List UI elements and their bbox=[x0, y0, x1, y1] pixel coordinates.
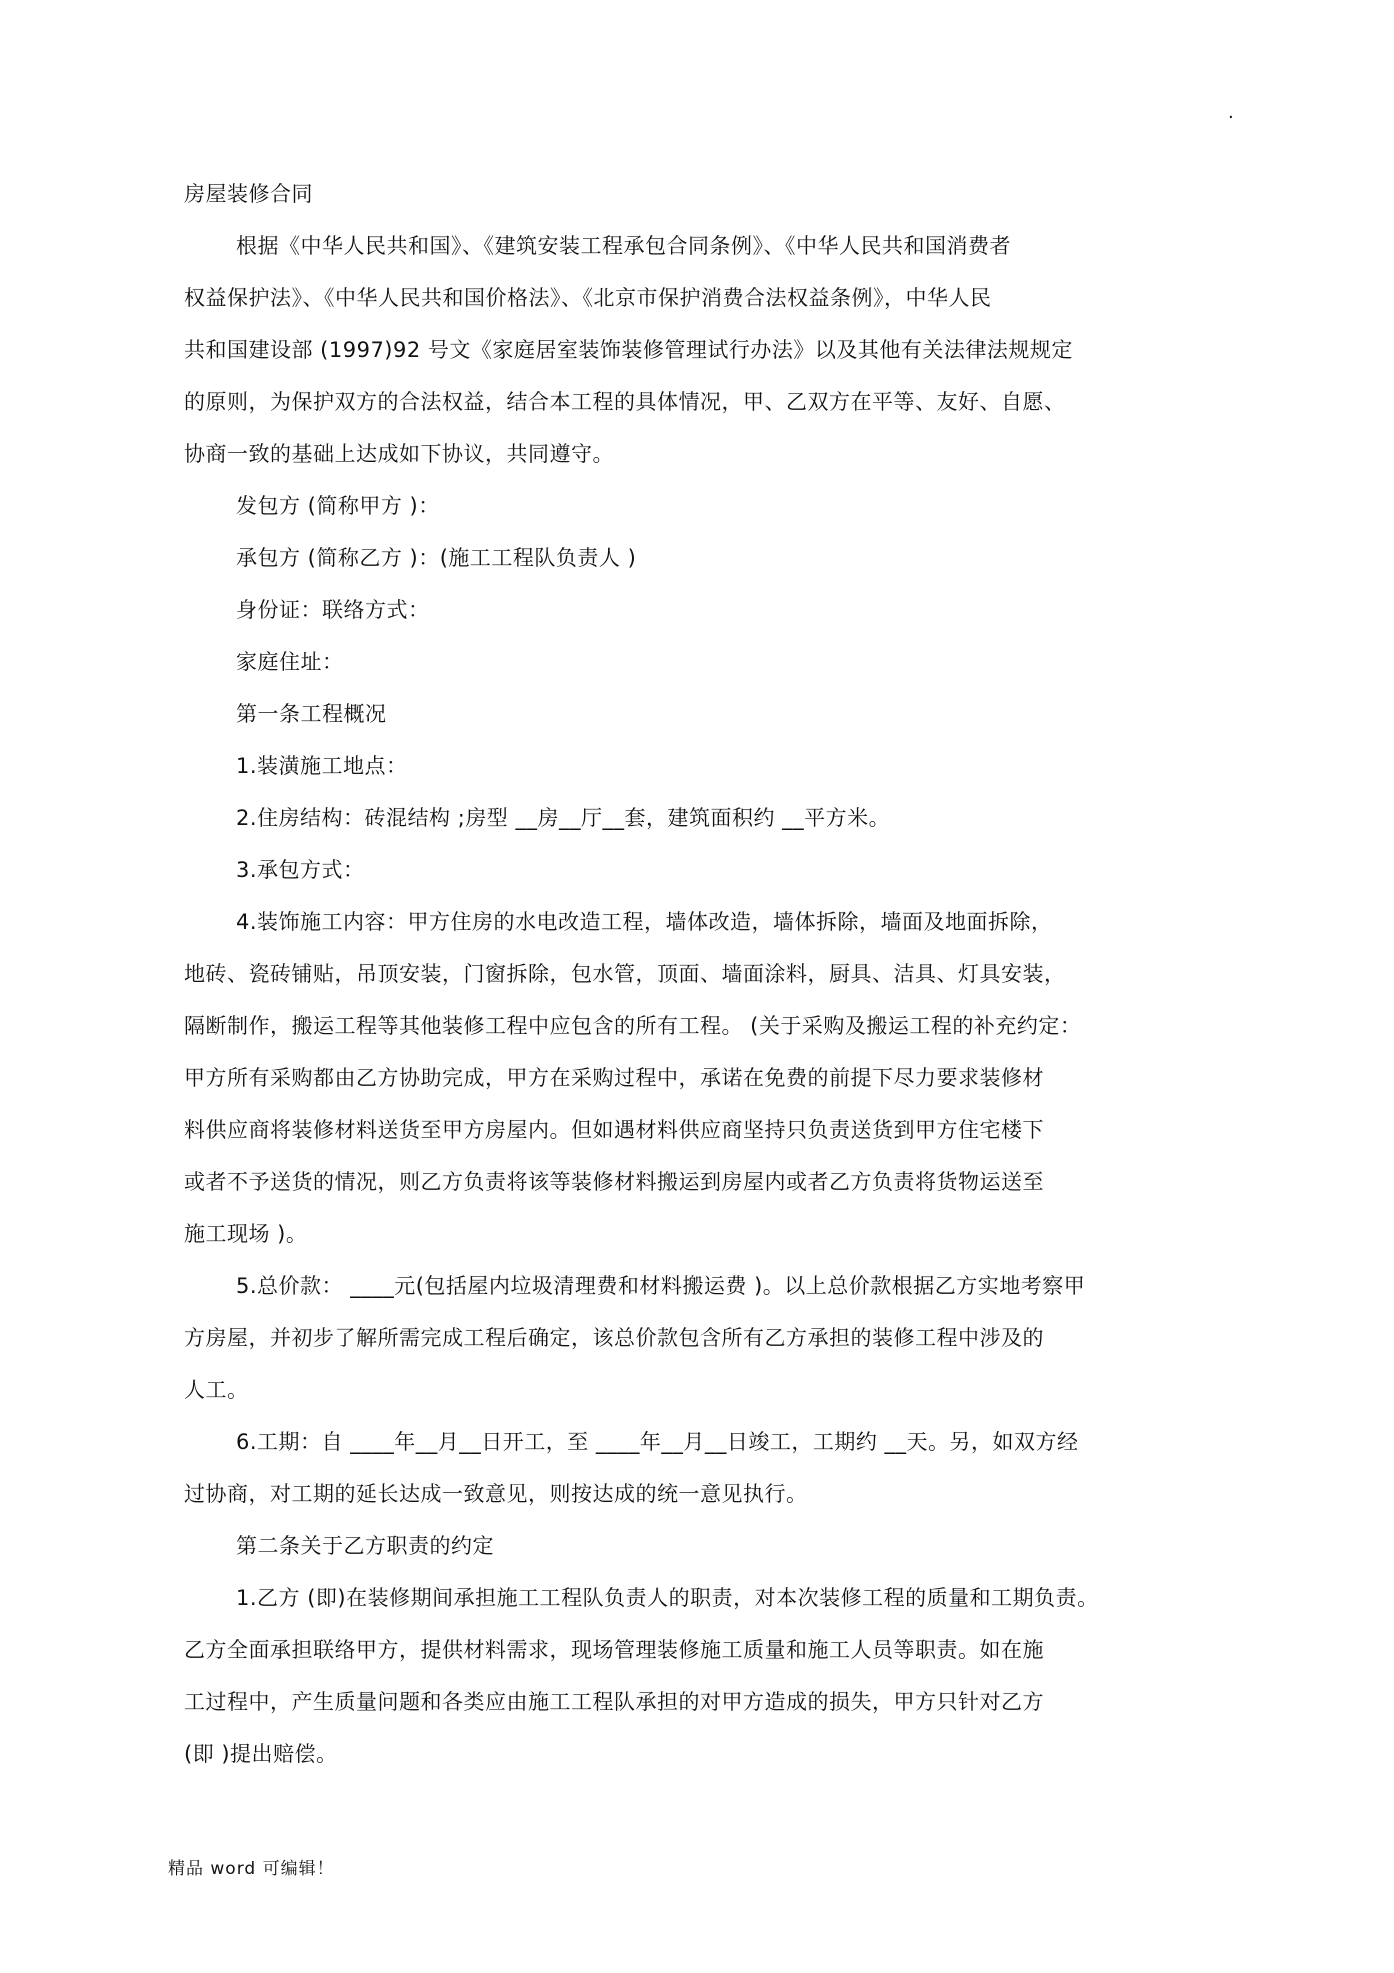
text-line: 施工现场 )。 bbox=[184, 1222, 308, 1246]
text-line: 1.装潢施工地点： bbox=[236, 754, 408, 778]
text-line: 甲方所有采购都由乙方协助完成，甲方在采购过程中，承诺在免费的前提下尽力要求装修材 bbox=[184, 1066, 1044, 1090]
text-line: 隔断制作，搬运工程等其他装修工程中应包含的所有工程。 (关于采购及搬运工程的补充约定： bbox=[184, 1014, 1082, 1038]
text-line: 或者不予送货的情况，则乙方负责将该等装修材料搬运到房屋内或者乙方负责将货物运送至 bbox=[184, 1170, 1044, 1194]
text-line: 权益保护法》、《中华人民共和国价格法》、《北京市保护消费合法权益条例》，中华人民 bbox=[184, 286, 992, 310]
text-line: 乙方全面承担联络甲方，提供材料需求，现场管理装修施工质量和施工人员等职责。如在施 bbox=[184, 1638, 1044, 1662]
text-line: 过协商，对工期的延长达成一致意见，则按达成的统一意见执行。 bbox=[184, 1482, 808, 1506]
footer-note: 精品 word 可编辑！ bbox=[168, 1859, 335, 1879]
text-line: 家庭住址： bbox=[236, 650, 344, 674]
corner-mark: . bbox=[1228, 102, 1234, 123]
document-title: 房屋装修合同 bbox=[184, 182, 313, 206]
text-line: 身份证：联络方式： bbox=[236, 598, 430, 622]
text-line: 方房屋，并初步了解所需完成工程后确定，该总价款包含所有乙方承担的装修工程中涉及的 bbox=[184, 1326, 1044, 1350]
text-line: 第二条关于乙方职责的约定 bbox=[236, 1534, 494, 1558]
text-line: 6.工期：自 ____年__月__日开工，至 ____年__月__日竣工，工期约 __天。另，如双方经 bbox=[236, 1430, 1079, 1454]
text-line: 人工。 bbox=[184, 1378, 249, 1402]
text-line: 2.住房结构：砖混结构 ;房型 __房__厅__套，建筑面积约 __平方米。 bbox=[236, 806, 891, 830]
text-line: (即 )提出赔偿。 bbox=[184, 1742, 338, 1766]
text-line: 1.乙方 (即)在装修期间承担施工工程队负责人的职责，对本次装修工程的质量和工期负责。 bbox=[236, 1586, 1099, 1610]
document-body bbox=[184, 230, 1224, 1790]
text-line: 共和国建设部 (1997)92 号文《家庭居室装饰装修管理试行办法》以及其他有关法律法规规定 bbox=[184, 338, 1073, 362]
text-line: 3.承包方式： bbox=[236, 858, 365, 882]
text-line: 根据《中华人民共和国》、《建筑安装工程承包合同条例》、《中华人民共和国消费者 bbox=[236, 234, 1011, 258]
text-line: 料供应商将装修材料送货至甲方房屋内。但如遇材料供应商坚持只负责送货到甲方住宅楼下 bbox=[184, 1118, 1044, 1142]
text-line: 地砖、瓷砖铺贴，吊顶安装，门窗拆除，包水管，顶面、墙面涂料，厨具、洁具、灯具安装， bbox=[184, 962, 1066, 986]
text-line: 承包方 (简称乙方 )：(施工工程队负责人 ) bbox=[236, 546, 637, 570]
text-line: 协商一致的基础上达成如下协议，共同遵守。 bbox=[184, 442, 614, 466]
text-line: 5.总价款： ____元(包括屋内垃圾清理费和材料搬运费 )。以上总价款根据乙方实地考察甲 bbox=[236, 1274, 1086, 1298]
text-line: 工过程中，产生质量问题和各类应由施工工程队承担的对甲方造成的损失，甲方只针对乙方 bbox=[184, 1690, 1044, 1714]
text-line: 发包方 (简称甲方 )： bbox=[236, 494, 440, 518]
text-line: 4.装饰施工内容：甲方住房的水电改造工程，墙体改造，墙体拆除，墙面及地面拆除， bbox=[236, 910, 1053, 934]
text-line: 第一条工程概况 bbox=[236, 702, 387, 726]
text-line: 的原则，为保护双方的合法权益，结合本工程的具体情况，甲、乙双方在平等、友好、自愿、 bbox=[184, 390, 1066, 414]
